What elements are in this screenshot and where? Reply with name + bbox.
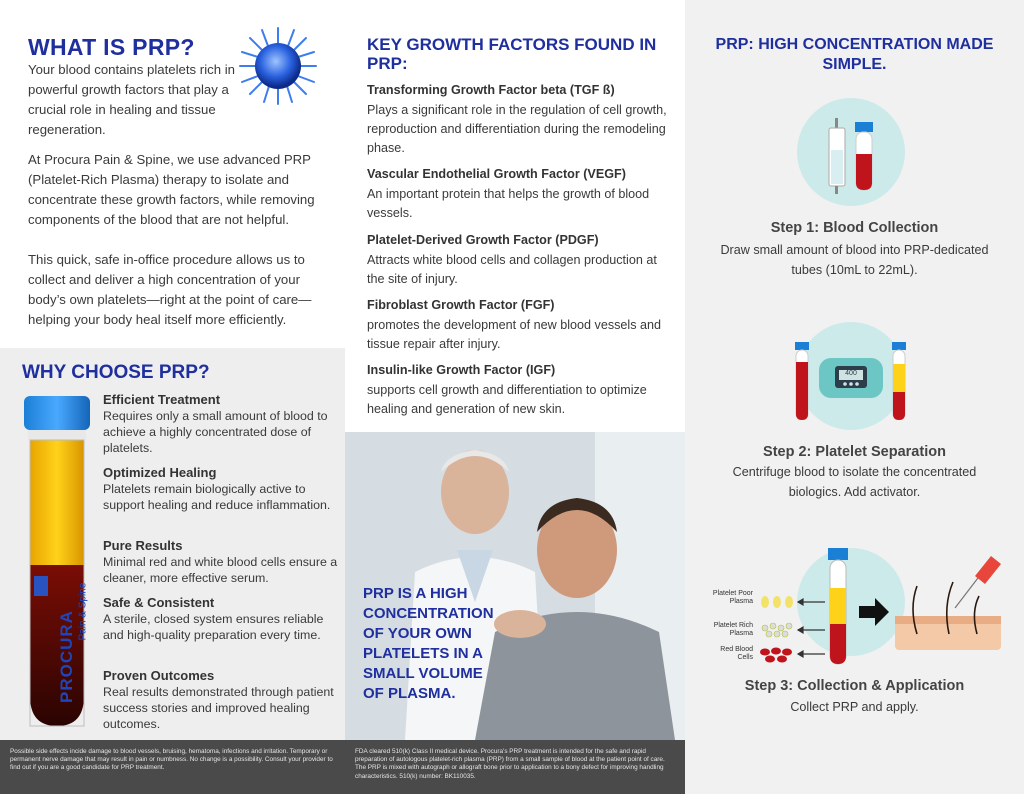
benefit-text: A sterile, closed system ensures reliable and high-quality preparation every time. — [103, 612, 324, 642]
growth-factors-title: KEY GROWTH FACTORS FOUND IN PRP: — [367, 35, 657, 73]
benefit-proven — [103, 668, 339, 732]
label-platelet-poor: Platelet Poor Plasma — [712, 590, 753, 605]
syringe-tube-icon — [797, 98, 905, 206]
benefit-efficient — [103, 392, 339, 456]
tube-label — [40, 538, 89, 708]
separated-tube-icon — [890, 342, 908, 420]
step2-text: Centrifuge blood to isolate the concentrated biologics. Add activator. — [732, 465, 977, 499]
panel-steps — [685, 0, 1024, 794]
benefit-text: Real results demonstrated through patient success stories and improved healing outcomes. — [103, 685, 334, 731]
factor-name: Fibroblast Growth Factor (FGF) — [367, 298, 555, 312]
benefit-optimized — [103, 465, 339, 513]
factor-name: Vascular Endothelial Growth Factor (VEGF) — [367, 167, 626, 181]
factor-name: Transforming Growth Factor beta (TGF ß) — [367, 83, 615, 97]
factor-text: promotes the development of new blood vessels and tissue repair after injury. — [367, 318, 662, 351]
step1-text: Draw small amount of blood into PRP-dedicated tubes (10mL to 22mL). — [720, 243, 989, 277]
cell-icon — [236, 24, 320, 108]
factor-text: Attracts white blood cells and collagen production at the site of injury. — [367, 253, 657, 286]
step2-title: Step 2: Platelet Separation — [763, 444, 946, 460]
step2-circle — [797, 322, 905, 430]
benefit-text: Requires only a small amount of blood to achieve a highly concentrated dose of platelets. — [103, 409, 328, 455]
benefit-text: Minimal red and white blood cells ensure a cleaner, more effective serum. — [103, 555, 338, 585]
prp-intro-text: Your blood contains platelets rich in powerful growth factors that play a crucial role in healing and tissue regeneration. — [28, 62, 235, 137]
benefit-title: Safe & Consistent — [103, 595, 215, 610]
label-platelet-rich: Platelet Rich Plasma — [713, 622, 753, 637]
benefit-text: Platelets remain biologically active to support healing and reduce inflammation. — [103, 482, 331, 512]
centrifuge-display: 400 — [845, 370, 857, 377]
benefit-safe — [103, 595, 339, 643]
step3-text: Collect PRP and apply. — [790, 700, 919, 714]
why-choose-prp-title: WHY CHOOSE PRP? — [22, 362, 210, 383]
factor-fgf — [367, 297, 677, 354]
tube-brand-text: PROCURA — [57, 610, 76, 703]
label-red-cells: Red Blood Cells — [720, 646, 753, 661]
benefit-title: Pure Results — [103, 538, 183, 553]
tube-sub-text: Pain & Spine — [77, 582, 89, 641]
panel-growth-factors — [345, 0, 685, 794]
why-choose-prp-section — [0, 348, 345, 740]
factor-name: Insulin-like Growth Factor (IGF) — [367, 363, 556, 377]
red-tube-icon — [793, 342, 811, 420]
step3-title: Step 3: Collection & Application — [744, 678, 965, 694]
factor-igf — [367, 362, 677, 419]
patient-photo — [345, 432, 685, 740]
fda-footer: FDA cleared 510(k) Class II medical device. Procura's PRP treatment is intended for the safe and rapid preparation of autologous platelet-rich plasma (PRP) from a small sample of blood at the patient point of care. The PRP is mixed with autograph or allograft bone prior to application to a bony defect for improving handling characteristics. 510(k) number: BK110035. — [345, 740, 685, 794]
benefit-title: Proven Outcomes — [103, 668, 215, 683]
benefit-title: Optimized Healing — [103, 465, 217, 480]
benefit-pure — [103, 538, 339, 586]
factor-text: Plays a significant role in the regulation of cell growth, reproduction and differentiation during the remodeling phase. — [367, 103, 667, 155]
step1-circle — [797, 98, 905, 206]
photo-caption: PRP IS A HIGH CONCENTRATION OF YOUR OWN PLATELETS IN A SMALL VOLUME OF PLASMA. — [363, 585, 494, 702]
side-effects-footer: Possible side effects incide damage to blood vessels, bruising, hematoma, infections and irritation. Temporary or permanent nerve damage that may result in pain or numbness. No change is a possibility. Consult your provider to find out if you are a good candidate for PRP treatment. — [0, 740, 345, 794]
step1-title: Step 1: Blood Collection — [770, 220, 939, 236]
factor-tgf — [367, 82, 677, 158]
factor-pdgf — [367, 232, 677, 289]
what-is-prp-title: WHAT IS PRP? — [28, 34, 195, 60]
factor-text: An important protein that helps the growth of blood vessels. — [367, 187, 650, 220]
factor-text: supports cell growth and differentiation to optimize healing and generation of new skin. — [367, 383, 647, 416]
steps-title: PRP: HIGH CONCENTRATION MADE SIMPLE. — [715, 36, 994, 73]
prp-procedure-paragraph: This quick, safe in-office procedure allows us to collect and deliver a high concentration of your body’s own platelets—right at the point of care—helping your body heal itself more efficiently. — [28, 252, 312, 327]
factor-vegf — [367, 166, 677, 223]
factor-name: Platelet-Derived Growth Factor (PDGF) — [367, 233, 599, 247]
benefit-title: Efficient Treatment — [103, 392, 221, 407]
panel-what-is-prp — [0, 0, 345, 794]
prp-procura-paragraph: At Procura Pain & Spine, we use advanced PRP (Platelet-Rich Plasma) therapy to isolate and concentrate these growth factors, while removing components of the blood that are not helpful. — [28, 152, 315, 227]
